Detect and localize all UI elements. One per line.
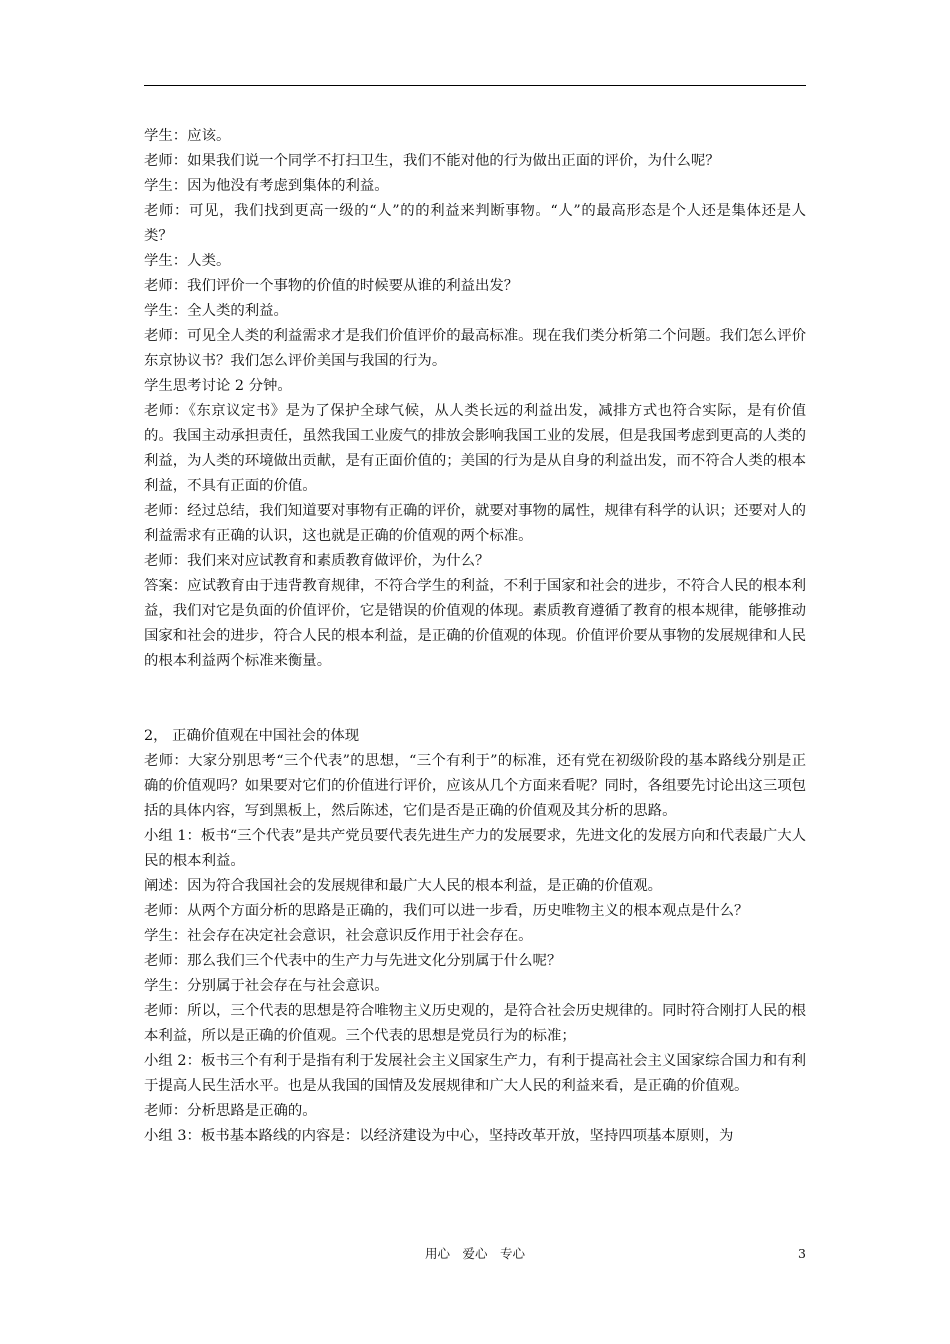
paragraph: 老师：可见全人类的利益需求才是我们价值评价的最高标准。现在我们类分析第二个问题。我们怎么评价东京协议书？我们怎么评价美国与我国的行为。 bbox=[144, 328, 806, 369]
page-number: 3 bbox=[798, 1246, 806, 1261]
paragraph: 老师：大家分别思考“三个代表”的思想，“三个有利于”的标准，还有党在初级阶段的基本路线分别是正确的价值观吗？如果要对它们的价值进行评价，应该从几个方面来看呢？同时，各组要先讨论出这三项包括的具体内容，写到黑板上，然后陈述，它们是否是正确的价值观及其分析的思路。 bbox=[144, 753, 806, 819]
header-rule bbox=[144, 85, 806, 86]
paragraph: 学生：应该。 bbox=[144, 128, 231, 144]
paragraph: 答案：应试教育由于违背教育规律，不符合学生的利益，不利于国家和社会的进步，不符合人民的根本利益，我们对它是负面的价值评价，它是错误的价值观的体现。素质教育遵循了教育的根本规律，能够推动国家和社会的进步，符合人民的根本利益，是正确的价值观的体现。价值评价要从事物的发展规律和人民的根本利益两个标准来衡量。 bbox=[144, 578, 806, 669]
section-gap bbox=[144, 674, 806, 724]
paragraph: 老师：经过总结，我们知道要对事物有正确的评价，就要对事物的属性，规律有科学的认识；还要对人的利益需求有正确的认识，这也就是正确的价值观的两个标准。 bbox=[144, 503, 806, 544]
paragraph: 学生：因为他没有考虑到集体的利益。 bbox=[144, 178, 389, 194]
paragraph: 学生思考讨论 2 分钟。 bbox=[144, 378, 292, 394]
paragraph: 老师：分析思路是正确的。 bbox=[144, 1103, 317, 1119]
dialogue-section-2 bbox=[144, 724, 806, 1149]
dialogue-section-1 bbox=[144, 124, 806, 674]
paragraph: 学生：分别属于社会存在与社会意识。 bbox=[144, 978, 389, 994]
paragraph: 小组 2：板书三个有利于是指有利于发展社会主义国家生产力，有利于提高社会主义国家综合国力和有利于提高人民生活水平。也是从我国的国情及发展规律和广大人民的利益来看，是正确的价值观。 bbox=[144, 1053, 806, 1094]
paragraph: 老师：可见，我们找到更高一级的“人”的的利益来判断事物。“人”的最高形态是个人还是集体还是人类？ bbox=[144, 203, 806, 244]
paragraph: 学生：全人类的利益。 bbox=[144, 303, 288, 319]
section-heading: 2， 正确价值观在中国社会的体现 bbox=[144, 728, 360, 744]
paragraph: 老师：那么我们三个代表中的生产力与先进文化分别属于什么呢？ bbox=[144, 953, 562, 969]
paragraph: 小组 1：板书“三个代表”是共产党员要代表先进生产力的发展要求，先进文化的发展方向和代表最广大人民的根本利益。 bbox=[144, 828, 806, 869]
paragraph: 老师：如果我们说一个同学不打扫卫生，我们不能对他的行为做出正面的评价，为什么呢？ bbox=[144, 153, 720, 169]
paragraph: 学生：人类。 bbox=[144, 253, 231, 269]
page-body bbox=[144, 124, 806, 1149]
paragraph: 老师：所以，三个代表的思想是符合唯物主义历史观的，是符合社会历史规律的。同时符合刚打人民的根本利益，所以是正确的价值观。三个代表的思想是党员行为的标准； bbox=[144, 1003, 806, 1044]
footer-motto: 用心 爱心 专心 bbox=[424, 1246, 525, 1261]
paragraph: 小组 3：板书基本路线的内容是：以经济建设为中心，坚持改革开放，坚持四项基本原则，为 bbox=[144, 1128, 734, 1144]
paragraph: 老师：我们评价一个事物的价值的时候要从谁的利益出发？ bbox=[144, 278, 519, 294]
paragraph: 老师：《东京议定书》是为了保护全球气候，从人类长远的利益出发，减排方式也符合实际，是有价值的。我国主动承担责任，虽然我国工业废气的排放会影响我国工业的发展，但是我国考虑到更高的人类的利益，为人类的环境做出贡献，是有正面价值的；美国的行为是从自身的利益出发，而不符合人类的根本利益，不具有正面的价值。 bbox=[144, 403, 806, 494]
paragraph: 老师：我们来对应试教育和素质教育做评价，为什么？ bbox=[144, 553, 490, 569]
paragraph: 老师：从两个方面分析的思路是正确的，我们可以进一步看，历史唯物主义的根本观点是什么？ bbox=[144, 903, 749, 919]
paragraph: 学生：社会存在决定社会意识，社会意识反作用于社会存在。 bbox=[144, 928, 533, 944]
paragraph: 阐述：因为符合我国社会的发展规律和最广大人民的根本利益，是正确的价值观。 bbox=[144, 878, 663, 894]
